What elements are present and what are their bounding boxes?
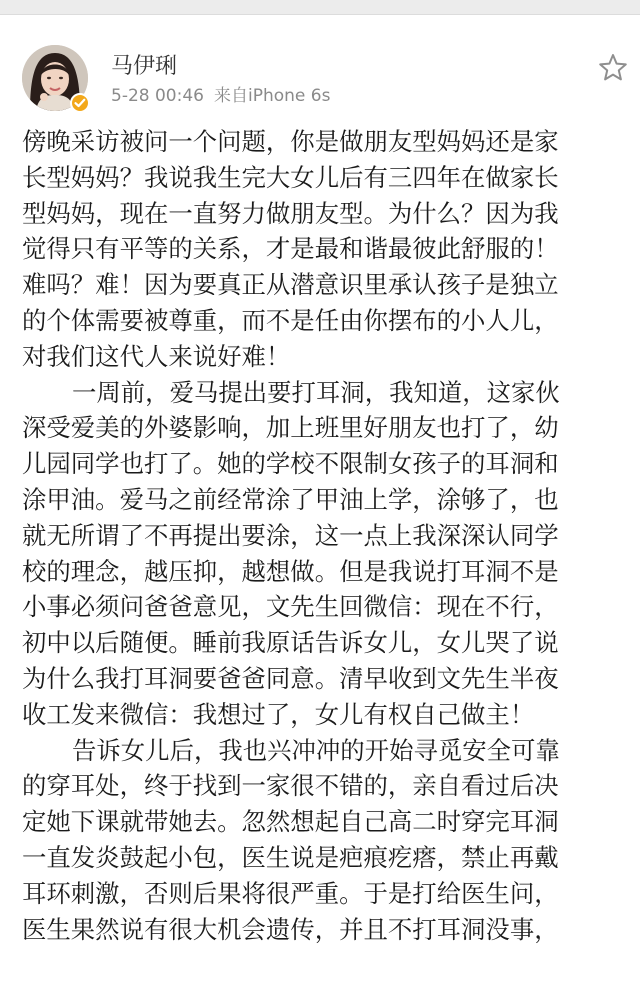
post-line: 告诉女儿后，我也兴冲冲的开始寻觅安全可靠 (72, 735, 560, 765)
favorite-button[interactable] (596, 51, 630, 85)
post-line: 儿园同学也打了。她的学校不限制女孩子的耳洞和 (22, 449, 559, 479)
post-line: 收工发来微信：我想过了，女儿有权自己做主！ (22, 699, 535, 729)
post-line: 难吗？难！因为要真正从潜意识里承认孩子是独立 (22, 270, 559, 300)
post-line: 一直发炎鼓起小包，医生说是疤痕疙瘩，禁止再戴 (22, 842, 559, 872)
post-line: 就无所谓了不再提出要涂，这一点上我深深认同学 (22, 520, 559, 550)
post-line: 医生果然说有很大机会遗传，并且不打耳洞没事， (22, 914, 559, 944)
post-meta (111, 85, 330, 107)
top-status-strip (0, 0, 640, 15)
post-text (22, 124, 622, 947)
post-line: 涂甲油。爱马之前经常涂了甲油上学，涂够了，也 (22, 484, 559, 514)
weibo-post-card (0, 15, 640, 989)
post-line: 对我们这代人来说好难！ (22, 341, 291, 371)
star-outline-icon (596, 51, 630, 85)
post-line: 觉得只有平等的关系，才是最和谐最彼此舒服的！ (22, 234, 559, 264)
author-name[interactable]: 马伊琍 (111, 54, 178, 79)
post-line: 耳环刺激，否则后果将很严重。于是打给医生问， (22, 878, 559, 908)
post-line: 型妈妈，现在一直努力做朋友型。为什么？因为我 (22, 198, 559, 228)
post-line: 定她下课就带她去。忽然想起自己高二时穿完耳洞 (22, 807, 559, 837)
post-timestamp: 5-28 00:46 (111, 86, 204, 106)
post-line: 校的理念，越压抑，越想做。但是我说打耳洞不是 (22, 556, 559, 586)
post-line: 深受爱美的外婆影响，加上班里好朋友也打了，幼 (22, 413, 559, 443)
post-line: 长型妈妈？我说我生完大女儿后有三四年在做家长 (22, 162, 559, 192)
bottom-crop-fade (0, 959, 640, 989)
post-header (0, 15, 640, 115)
post-line: 初中以后随便。睡前我原话告诉女儿，女儿哭了说 (22, 628, 559, 658)
post-line: 小事必须问爸爸意见，文先生回微信：现在不行， (22, 592, 559, 622)
post-source[interactable]: 来自iPhone 6s (213, 86, 331, 106)
post-line: 傍晚采访被问一个问题，你是做朋友型妈妈还是家 (22, 127, 559, 156)
post-line: 一周前，爱马提出要打耳洞，我知道，这家伙 (72, 377, 560, 407)
verified-badge-icon (70, 93, 90, 113)
post-line: 的穿耳处，终于找到一家很不错的，亲自看过后决 (22, 771, 559, 801)
post-line: 的个体需要被尊重，而不是任由你摆布的小人儿， (22, 305, 559, 335)
post-line: 为什么我打耳洞要爸爸同意。清早收到文先生半夜 (22, 663, 559, 693)
